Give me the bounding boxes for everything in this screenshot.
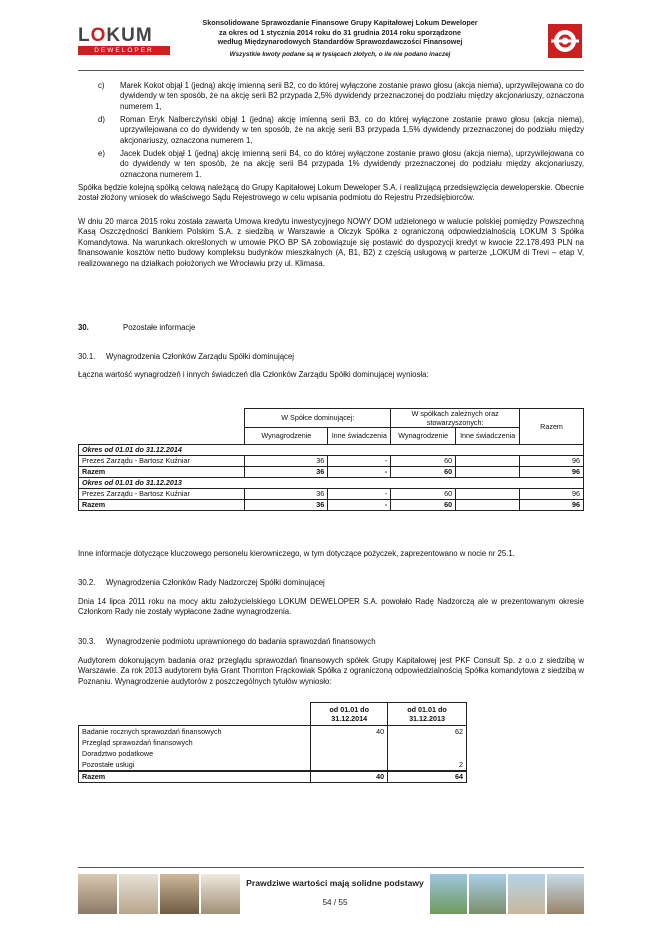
- list-item-label: e): [98, 149, 105, 158]
- table-cell: [311, 748, 388, 759]
- table-cell: 40: [311, 726, 388, 738]
- row-label: Razem: [79, 467, 245, 478]
- paragraph-supervisory-board: Dnia 14 lipca 2011 roku na mocy aktu założycielskiego LOKUM DEWELOPER S.A. powołało Radę Nadzorczą ale w prezentowanym okresie Członkom Rady nie zostały wypłacone żadne wynagrodzenia.: [78, 597, 584, 617]
- section-heading: [78, 323, 195, 332]
- list-item-label: d): [98, 115, 105, 124]
- subsection-heading: [78, 352, 294, 361]
- subsection-number: 30.3.: [78, 637, 96, 646]
- table-cell: [456, 467, 520, 478]
- table-sum-row: [79, 467, 584, 478]
- table-cell: [311, 737, 388, 748]
- table-cell: 64: [388, 771, 467, 783]
- period-label: Okres od 01.01 do 31.12.2013: [79, 478, 584, 489]
- table-sum-row: [79, 771, 467, 783]
- row-label: Prezes Zarządu - Bartosz Kuźniar: [79, 489, 245, 500]
- table-row: [79, 489, 584, 500]
- row-label: Przegląd sprawozdań finansowych: [79, 737, 311, 748]
- footer-photo-strip-right: [430, 874, 584, 914]
- header-amount-note: Wszystkie kwoty podane są w tysiącach złotych, o ile nie podano inaczej: [229, 50, 451, 58]
- board-remuneration-table: [78, 408, 584, 511]
- table-cell: 60: [391, 456, 456, 467]
- footer-photo: [508, 874, 545, 914]
- subsection-title: Wynagrodzenia Członków Rady Nadzorczej Spółki dominującej: [106, 578, 325, 587]
- footer-photo: [160, 874, 199, 914]
- table-header-row: [79, 703, 467, 726]
- footer-photo: [201, 874, 240, 914]
- header-line-2: za okres od 1 stycznia 2014 roku do 31 grudnia 2014 roku sporządzone: [218, 27, 462, 37]
- table-cell: -: [328, 489, 391, 500]
- table-period-row: [79, 445, 584, 456]
- table-cell: [456, 489, 520, 500]
- table-cell: 36: [245, 456, 328, 467]
- subsection-title: Wynagrodzenia Członków Zarządu Spółki dominującej: [106, 352, 295, 361]
- table-cell: 96: [520, 489, 584, 500]
- subsection-heading: [78, 578, 325, 587]
- row-label: Doradztwo podatkowe: [79, 748, 311, 759]
- paragraph-loan-agreement: W dniu 20 marca 2015 roku została zawarta Umowa kredytu inwestycyjnego NOWY DOM udzielonego w walucie polskiej pomiędzy Powszechną Kasą Oszczędności Bankiem Polskim S.A. z siedzibą w Warszawie a Olczyk Spółka z ograniczoną odpowiedzialnością LOKUM 3 Spółka Komandytowa. Na warunkach określonych w umowie PKO BP SA zobowiązuje się postawić do dyspozycji kredyt w kwocie 22.178.493 PLN na finansowanie kosztów netto budowy kompleksu budynków mieszkalnych (A, B1, B2) z częścią usługową w parterze „LOKUM di Trevi – etap V, realizowanego na działkach położonych we Wrocławiu przy ul. Klimasa.: [78, 217, 584, 268]
- table-cell: 36: [245, 500, 328, 511]
- footer-photo: [119, 874, 158, 914]
- footer-photo: [547, 874, 584, 914]
- table-header-row: [79, 409, 584, 428]
- table-cell: 60: [391, 500, 456, 511]
- paragraph-board-pay-intro: Łączna wartość wynagrodzeń i innych świadczeń dla Członków Zarządu Spółki dominującej wyniosła:: [78, 370, 429, 379]
- col-header: od 01.01 do 31.12.2013: [388, 703, 467, 726]
- paragraph-spv: Spółka będzie kolejną spółką celową należącą do Grupy Kapitałowej Lokum Deweloper S.A. i realizującą przedsięwzięcia deweloperskie. Obecnie został złożony wniosek do właściwego Sądu Rejestrowego w celu wpisania podmiotu do Rejestru Przedsiębiorców.: [78, 183, 584, 203]
- table-cell: -: [328, 467, 391, 478]
- footer-photo: [430, 874, 467, 914]
- subsection-heading: [78, 637, 376, 646]
- table-cell: 60: [391, 467, 456, 478]
- report-header: [200, 18, 480, 59]
- col-total: Razem: [520, 409, 584, 445]
- list-item-text: Marek Kokot objął 1 (jedną) akcję imienną serii B2, co do której wyłączone zostanie prawo głosu (akcja niema), uprzywilejowana co do dywidendy w ten sposób, że na akcję serii B2 przypada 2,5% dywidendy przeznaczonej do podziału między akcjonariuszy, oznaczona numerem 1,: [120, 81, 584, 111]
- header-divider: [78, 70, 584, 71]
- table-row: [79, 726, 467, 738]
- row-label: Badanie rocznych sprawozdań finansowych: [79, 726, 311, 738]
- logo-wordmark: LOKUM: [78, 25, 153, 46]
- table-cell: 36: [245, 489, 328, 500]
- col-group-subsidiaries: W spółkach zależnych oraz stowarzyszonych:: [391, 409, 520, 428]
- table-cell: 96: [520, 500, 584, 511]
- auditor-fees-table: [78, 702, 467, 783]
- section-title: Pozostałe informacje: [123, 323, 196, 332]
- table-subheader-row: [79, 428, 584, 445]
- table-cell: -: [328, 500, 391, 511]
- table-cell: 40: [311, 771, 388, 783]
- table-cell: 36: [245, 467, 328, 478]
- brand-seal-icon: [548, 24, 582, 58]
- row-label: Razem: [79, 500, 245, 511]
- table-cell: 60: [391, 489, 456, 500]
- table-row: [79, 748, 467, 759]
- table-row: [79, 737, 467, 748]
- table-cell: [456, 456, 520, 467]
- col-header: Inne świadczenia: [328, 428, 391, 445]
- table-cell: 62: [388, 726, 467, 738]
- table-sum-row: [79, 500, 584, 511]
- list-item-text: Roman Eryk Nalberczyński objął 1 (jedną) akcję imienną serii B3, co do której wyłączone zostanie prawo głosu (akcja niema), uprzywilejowana co do dywidendy w ten sposób, że na akcję serii B3 przypada 1,5% dywidendy przeznaczonej do podziału między akcjonariuszy, oznaczona numerem 1,: [120, 115, 584, 145]
- table-cell: [388, 748, 467, 759]
- paragraph-auditor: Audytorem dokonującym badania oraz przeglądu sprawozdań finansowych spółek Grupy Kapitałowej jest PKF Consult Sp. z o.o z siedzibą w Warszawie. Za rok 2013 audytorem była Grant Thornton Frąckowiak Spółka z ograniczoną odpowiedzialnością Spółka komandytowa z siedzibą w Poznaniu. Wynagrodzenie audytorów z poszczególnych tytułów wyniosło:: [78, 656, 584, 686]
- subsection-number: 30.1.: [78, 352, 96, 361]
- table-row: [79, 759, 467, 771]
- footer-photo: [469, 874, 506, 914]
- footer-photo-strip-left: [78, 874, 240, 914]
- subsection-title: Wynagrodzenie podmiotu uprawnionego do badania sprawozdań finansowych: [106, 637, 376, 646]
- col-header: od 01.01 do 31.12.2014: [311, 703, 388, 726]
- period-label: Okres od 01.01 do 31.12.2014: [79, 445, 584, 456]
- col-header: Wynagrodzenie: [245, 428, 328, 445]
- row-label: Razem: [79, 771, 311, 783]
- row-label: Prezes Zarządu - Bartosz Kuźniar: [79, 456, 245, 467]
- paragraph-key-personnel-note: Inne informacje dotyczące kluczowego personelu kierowniczego, w tym dotyczące pożyczek, zaprezentowano w nocie nr 25.1.: [78, 549, 515, 558]
- col-header: Inne świadczenia: [456, 428, 520, 445]
- table-cell: 96: [520, 456, 584, 467]
- footer-divider: [78, 867, 584, 868]
- footer-slogan: Prawdziwe wartości mają solidne podstawy: [246, 878, 424, 888]
- row-label: Pozostałe usługi: [79, 759, 311, 771]
- table-cell: -: [328, 456, 391, 467]
- table-cell: 96: [520, 467, 584, 478]
- page-number: 54 / 55: [322, 898, 348, 907]
- logo-subtitle: DEWELOPER: [78, 46, 170, 55]
- logo-o-mark: O: [90, 25, 107, 46]
- header-line-1: Skonsolidowane Sprawozdanie Finansowe Grupy Kapitałowej Lokum Deweloper: [202, 18, 478, 27]
- table-cell: [311, 759, 388, 771]
- header-line-3: według Międzynarodowych Standardów Sprawozdawczości Finansowej: [217, 37, 463, 47]
- col-group-parent: W Spółce dominującej:: [245, 409, 391, 428]
- subsection-number: 30.2.: [78, 578, 96, 587]
- list-item-label: c): [98, 81, 105, 90]
- company-logo: [78, 26, 170, 54]
- table-row: [79, 456, 584, 467]
- table-cell: [388, 737, 467, 748]
- table-period-row: [79, 478, 584, 489]
- table-cell: 2: [388, 759, 467, 771]
- col-header: Wynagrodzenie: [391, 428, 456, 445]
- footer-photo: [78, 874, 117, 914]
- list-item-text: Jacek Dudek objął 1 (jedną) akcję imienną serii B4, co do której wyłączone zostanie prawo głosu (akcja niema), uprzywilejowana co do dywidendy w ten sposób, że na akcję serii B4 przypada 1% dywidendy przeznaczonej do podziału między akcjonariuszy, oznaczona numerem 1.: [120, 149, 584, 179]
- section-number: 30.: [78, 323, 89, 332]
- table-cell: [456, 500, 520, 511]
